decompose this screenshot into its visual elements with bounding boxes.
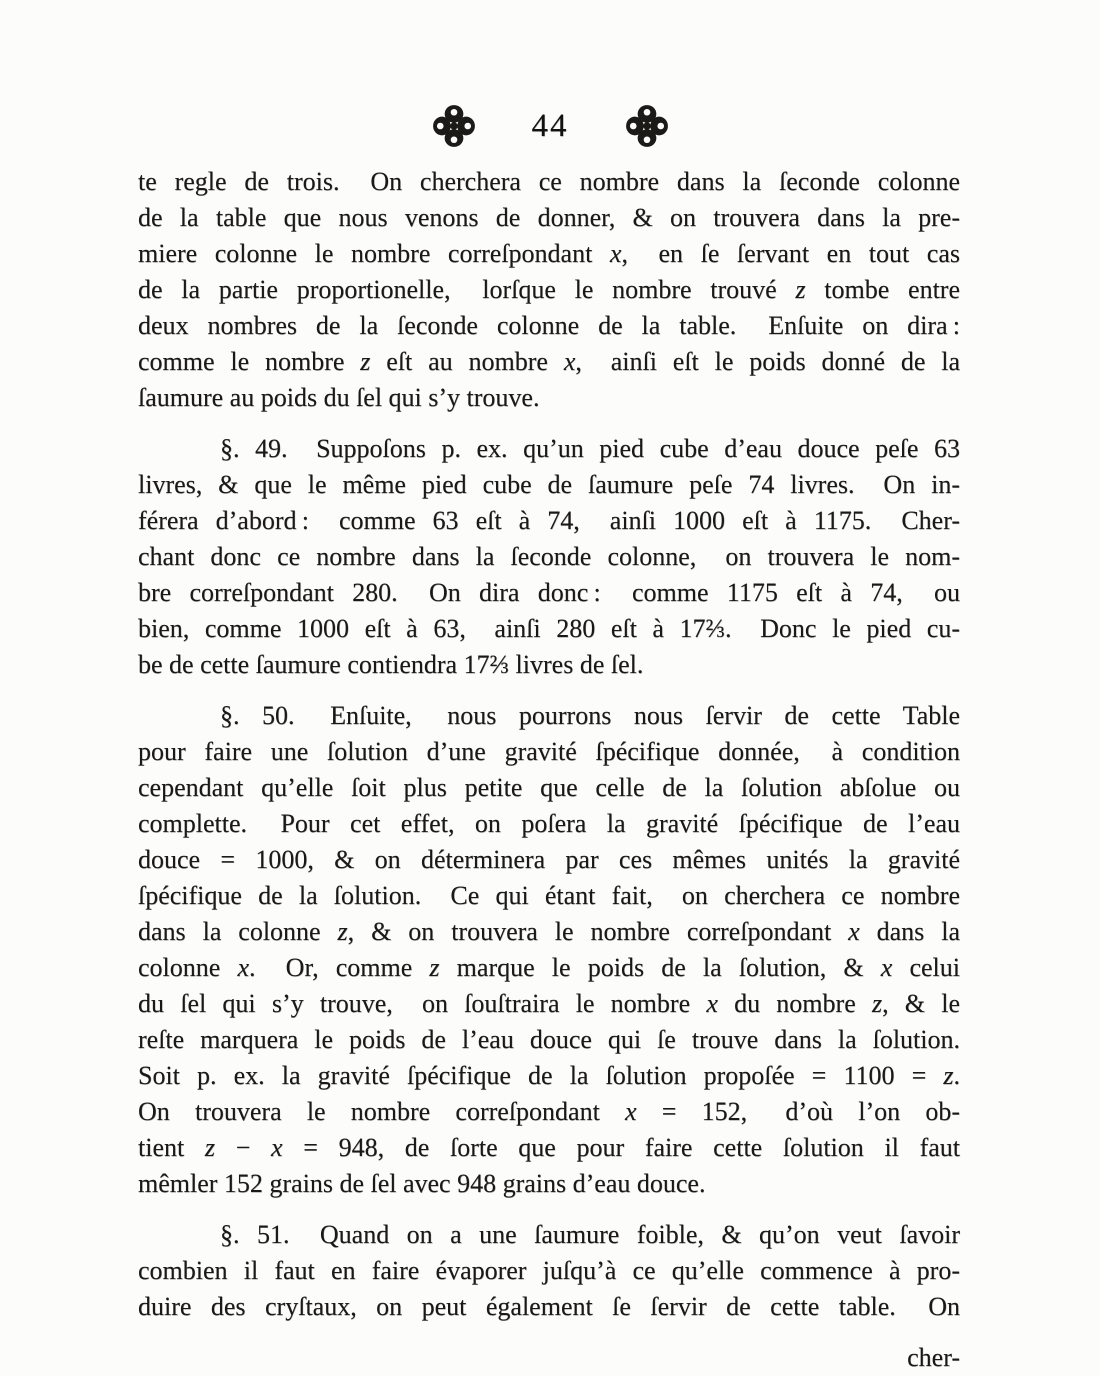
text-line: tient z − x = 948, de ſorte que pour faire cette ſolution il faut [138, 1133, 960, 1162]
text-line: te regle de trois. On cherchera ce nombre dans la ſeconde colonne [138, 167, 960, 196]
text-line: ſaumure au poids du ſel qui s’y trouve. [138, 383, 540, 412]
text-line: §. 50. Enſuite, nous pourrons nous ſervir de cette Table [220, 701, 960, 730]
text-line: douce = 1000, & on déterminera par ces mêmes unités la gravité [138, 845, 960, 874]
text-line: bien, comme 1000 eſt à 63, ainſi 280 eſt à 17⅔. Donc le pied cu- [138, 614, 960, 643]
text-line: férera d’abord : comme 63 eſt à 74, ainſi 1000 eſt à 1175. Cher- [138, 506, 960, 535]
text-line: comme le nombre z eſt au nombre x, ainſi eſt le poids donné de la [138, 347, 961, 376]
text-line: §. 49. Suppoſons p. ex. qu’un pied cube d’eau douce peſe 63 [220, 434, 960, 463]
text-line: duire des cryſtaux, on peut également ſe ſervir de cette table. On [138, 1292, 960, 1321]
text-line: de la partie proportionelle, lorſque le nombre trouvé z tombe entre [138, 275, 960, 304]
fleuron-ornament-icon [432, 104, 476, 148]
section-51 [138, 1217, 960, 1325]
text-line: cependant qu’elle ſoit plus petite que celle de la ſolution abſolue ou [138, 773, 960, 802]
text-line: pour faire une ſolution d’une gravité ſpécifique donnée, à condition [138, 737, 960, 766]
text-line: deux nombres de la ſeconde colonne de la table. Enſuite on dira : [138, 311, 960, 340]
text-line: On trouvera le nombre correſpondant x = 152, d’où l’on ob- [138, 1097, 960, 1126]
catchword-row [138, 1340, 960, 1376]
text-line: mêmler 152 grains de ſel avec 948 grains d’eau douce. [138, 1169, 706, 1198]
text-line: reſte marquera le poids de l’eau douce qui ſe trouve dans la ſolution. [138, 1025, 960, 1054]
section-49 [138, 431, 960, 683]
text-line: ſpécifique de la ſolution. Ce qui étant fait, on cherchera ce nombre [138, 881, 960, 910]
section-50 [138, 698, 960, 1202]
text-line: dans la colonne z, & on trouvera le nombre correſpondant x dans la [138, 917, 960, 946]
text-line: du ſel qui s’y trouve, on ſouſtraira le nombre x du nombre z, & le [138, 989, 960, 1018]
page-text [138, 164, 960, 1376]
text-line: §. 51. Quand on a une ſaumure foible, & qu’on veut ſavoir [220, 1220, 960, 1249]
text-line: complette. Pour cet effet, on poſera la gravité ſpécifique de l’eau [138, 809, 960, 838]
page-number: 44 [531, 107, 569, 144]
text-line: bre correſpondant 280. On dira donc : comme 1175 eſt à 74, ou [138, 578, 960, 607]
catchword: cher- [907, 1343, 960, 1372]
text-line: be de cette ſaumure contiendra 17⅔ livres de ſel. [138, 650, 644, 679]
text-line: livres, & que le même pied cube de ſaumure peſe 74 livres. On in- [138, 470, 960, 499]
fleuron-ornament-icon [625, 104, 669, 148]
text-line: de la table que nous venons de donner, & on trouvera dans la pre- [138, 203, 960, 232]
text-line: miere colonne le nombre correſpondant x, en ſe ſervant en tout cas [138, 239, 960, 268]
text-line: combien il faut en faire évaporer juſqu’à ce qu’elle commence à pro- [138, 1256, 960, 1285]
continuation-paragraph [138, 164, 960, 416]
text-line: Soit p. ex. la gravité ſpécifique de la ſolution propoſée = 1100 = z. [138, 1061, 960, 1090]
text-line: chant donc ce nombre dans la ſeconde colonne, on trouvera le nom- [138, 542, 960, 571]
page-header [0, 0, 1100, 152]
text-line: colonne x. Or, comme z marque le poids de la ſolution, & x celui [138, 953, 960, 982]
